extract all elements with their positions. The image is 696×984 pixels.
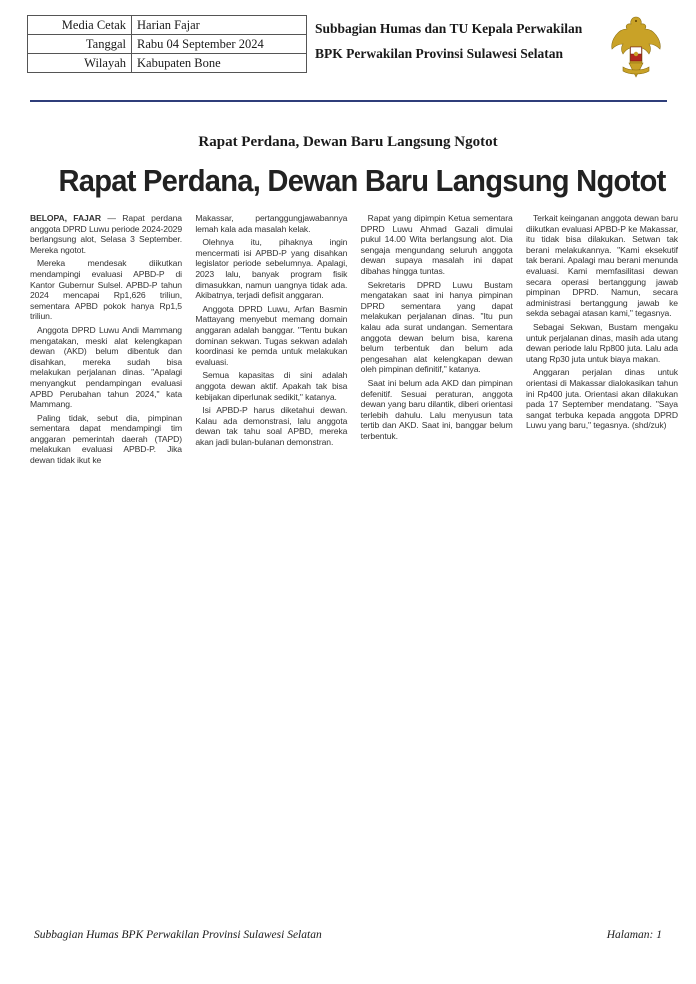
meta-label: Media Cetak	[28, 16, 132, 35]
article-paragraph: Anggaran perjalan dinas untuk orientasi di Makassar dialokasikan tahun ini Rp400 juta. Orientasi akan dilakukan pada 17 September mendatang. "Saya sangat terbuka kepada anggota DPRD Luwu yang baru," tegasnya. (shd/zuk)	[525, 367, 678, 431]
article-paragraph: Sekretaris DPRD Luwu Bustam mengatakan saat ini hanya pimpinan DPRD sementara yang dapat melakukan perjalanan dinas. "Itu pun kalau ada surat undangan. Sementara anggota dewan belum bisa, karena belum terbentuk dan belum ada pengesahan alat kelengkapan dewan oleh pimpinan definitif," katanya.	[360, 279, 513, 375]
article-column-4	[526, 213, 678, 469]
article-paragraph: Makassar, pertanggungjawabannya lemah kala ada masalah kelak.	[195, 213, 348, 234]
meta-label: Tanggal	[28, 35, 132, 54]
article-paragraph: Olehnya itu, pihaknya ingin mencermati isi APBD-P yang disahkan legislator periode sebelumnya. Apalagi, 2023 lalu, banyak program fisik dimasukkan, namun uangnya tidak ada. Akibatnya, terjadi defisit anggaran.	[195, 237, 348, 301]
meta-value: Rabu 04 September 2024	[132, 35, 307, 54]
meta-value: Kabupaten Bone	[132, 54, 307, 73]
article-paragraph: Anggota DPRD Luwu Andi Mammang mengatakan, meski alat kelengkapan dewan (AKD) belum dibentuk dan disahkan, mereka sudah bisa melakukan perjalanan dinas. "Apalagi menyangkut pendampingan evaluasi APBD Perubahan tahun 2024," kata Mammang.	[30, 324, 182, 410]
article-paragraph: Sebagai Sekwan, Bustam mengaku untuk perjalanan dinas, masih ada utang dewan periode lalu Rp800 juta. Lalu ada utang Rp30 juta untuk biaya makan.	[525, 321, 678, 364]
article-paragraph: Paling tidak, sebut dia, pimpinan sementara dapat mendampingi tim anggaran pemerintah daerah (TAPD) melakukan evaluasi APBD-P. Jika dewan tidak ikut ke	[30, 412, 182, 466]
garuda-emblem-icon	[605, 11, 667, 83]
org-name-line1: Subbagian Humas dan TU Kepala Perwakilan	[315, 21, 583, 36]
article-paragraph: Anggota DPRD Luwu, Arfan Basmin Mattayang menyebut memang domain anggaran adalah banggar. "Tentu bukan dominan sekwan. Tugas sekwan adalah koordinasi ke pemda untuk melakukan evaluasi.	[195, 303, 348, 367]
article-paragraph: BELOPA, FAJAR — Rapat perdana anggota DPRD Luwu periode 2024-2029 berlangsung alot, Selasa 3 September. Mereka ngotot.	[30, 213, 182, 255]
article-paragraph: Semua kapasitas di sini adalah anggota dewan aktif. Apakah tak bisa kebijakan diperlunak sedikit," katanya.	[195, 370, 348, 402]
article-paragraph: Mereka mendesak diikutkan mendampingi evaluasi APBD-P di Kantor Gubernur Sulsel. APBD-P tahun 2024 mencapai Rp1,626 triliun, sementara APBD pokok hanya Rp1,5 triliun.	[30, 258, 182, 322]
article-paragraph: Rapat yang dipimpin Ketua sementara DPRD Luwu Ahmad Gazali dimulai pukul 14.00 Wita berlangsung alot. Dia sengaja mengundang seluruh anggota dewan supaya masalah ini dapat dibahas hingga tuntas.	[360, 213, 513, 276]
article-column-1	[30, 213, 182, 469]
article-column-3	[361, 213, 513, 469]
article-headline: Rapat Perdana, Dewan Baru Langsung Ngotot	[58, 163, 666, 198]
article-paragraph: Isi APBD-P harus diketahui dewan. Kalau ada demonstrasi, lalu anggota dewan tak tahu soal APBD, mereka akan jadi bulan-bulanan demonstran.	[195, 405, 348, 447]
org-name-line2: BPK Perwakilan Provinsi Sulawesi Selatan	[315, 46, 564, 61]
meta-value: Harian Fajar	[132, 16, 307, 35]
footer-org: Subbagian Humas BPK Perwakilan Provinsi Sulawesi Selatan	[34, 929, 322, 941]
article-column-2	[195, 213, 347, 469]
media-info-table	[27, 15, 307, 73]
footer-page-number: Halaman: 1	[606, 929, 662, 941]
meta-row-region	[28, 54, 307, 73]
dateline: BELOPA, FAJAR	[30, 213, 101, 223]
meta-row-date	[28, 35, 307, 54]
article-body	[30, 213, 678, 469]
article-paragraph: Saat ini belum ada AKD dan pimpinan defenitif. Sesuai peraturan, anggota dewan yang baru dilantik, diberi orientasi terlebih dahulu. Lalu menyusun tata tertib dan AKD. Saat ini, banggar belum terbentuk.	[360, 377, 513, 441]
meta-label: Wilayah	[28, 54, 132, 73]
header-divider	[30, 100, 667, 102]
article-subtitle: Rapat Perdana, Dewan Baru Langsung Ngotot	[198, 134, 498, 150]
meta-row-media	[28, 16, 307, 35]
article-paragraph: Terkait keinganan anggota dewan baru diikutkan evaluasi APBD-P ke Makassar, itu tidak bisa dilakukan. Setwan tak berani melakukannya. "Kami eksekutif tak berani. Apalagi mau berani menunda evaluasi. Kami memfasilitasi dewan secara operasi bertanggung jawab pimpinan DPRD. Namun, secara administrasi bertanggung jawab ke sekda sebagai atasan kami," tegasnya.	[525, 213, 678, 319]
